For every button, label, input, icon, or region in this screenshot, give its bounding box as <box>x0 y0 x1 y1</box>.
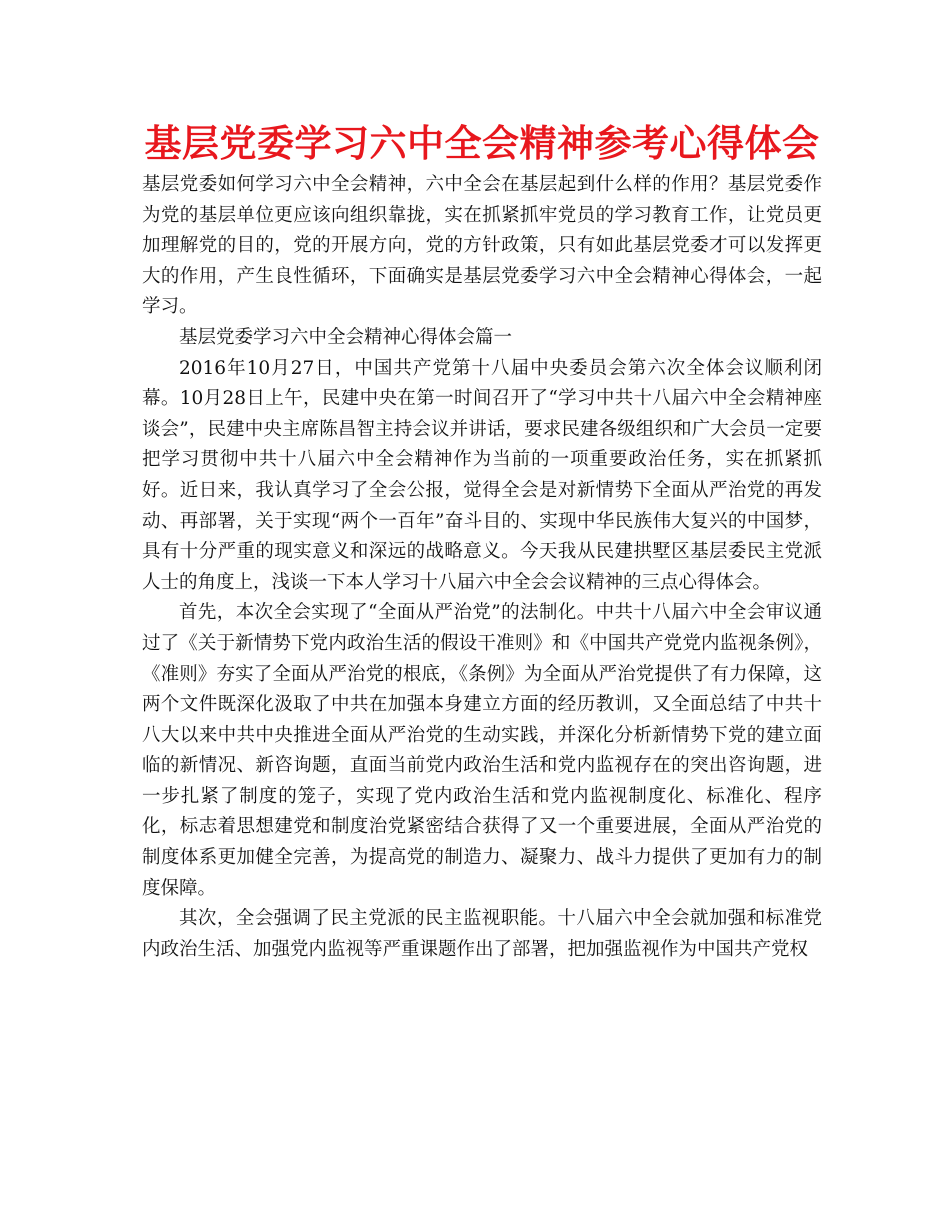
body-paragraph: 2016年10月27日，中国共产党第十八届中央委员会第六次全体会议顺利闭幕。10月28日上午，民建中央在第一时间召开了“学习中共十八届六中全会精神座谈会”，民建中央主席陈昌智主持会议并讲话，要求民建各级组织和广大会员一定要把学习贯彻中共十八届六中全会精神作为当前的一项重要政治任务，实在抓紧抓好。近日来，我认真学习了全会公报，觉得全会是对新情势下全面从严治党的再发动、再部署，关于实现“两个一百年”奋斗目的、实现中华民族伟大复兴的中国梦，具有十分严重的现实意义和深远的战略意义。今天我从民建拱墅区基层委民主党派人士的角度上，浅谈一下本人学习十八届六中全会会议精神的三点心得体会。 <box>142 357 822 593</box>
section-heading: 基层党委学习六中全会精神心得体会篇一 <box>179 326 513 348</box>
document-page <box>142 118 822 965</box>
body-paragraph: 其次，全会强调了民主党派的民主监视职能。十八届六中全会就加强和标准党内政治生活、加强党内监视等严重课题作出了部署，把加强监视作为中国共产党权 <box>142 908 822 960</box>
document-title: 基层党委学习六中全会精神参考心得体会 <box>144 122 820 165</box>
body-paragraph: 首先，本次全会实现了“全面从严治党”的法制化。中共十八届六中全会审议通过了《关于新情势下党内政治生活的假设干准则》和《中国共产党党内监视条例》，《准则》夯实了全面从严治党的根底，《条例》为全面从严治党提供了有力保障，这两个文件既深化汲取了中共在加强本身建立方面的经历教训，又全面总结了中共十八大以来中共中央推进全面从严治党的生动实践，并深化分析新情势下党的建立面临的新情况、新咨询题，直面当前党内政治生活和党内监视存在的突出咨询题，进一步扎紧了制度的笼子，实现了党内政治生活和党内监视制度化、标准化、程序化，标志着思想建党和制度治党紧密结合获得了又一个重要进展，全面从严治党的制度体系更加健全完善，为提高党的制造力、凝聚力、战斗力提供了更加有力的制度保障。 <box>142 602 822 899</box>
intro-paragraph: 基层党委如何学习六中全会精神，六中全会在基层起到什么样的作用？基层党委作为党的基层单位更应该向组织靠拢，实在抓紧抓牢党员的学习教育工作，让党员更加理解党的目的，党的开展方向，党的方针政策，只有如此基层党委才可以发挥更大的作用，产生良性循环，下面确实是基层党委学习六中全会精神心得体会，一起学习。 <box>142 174 822 318</box>
